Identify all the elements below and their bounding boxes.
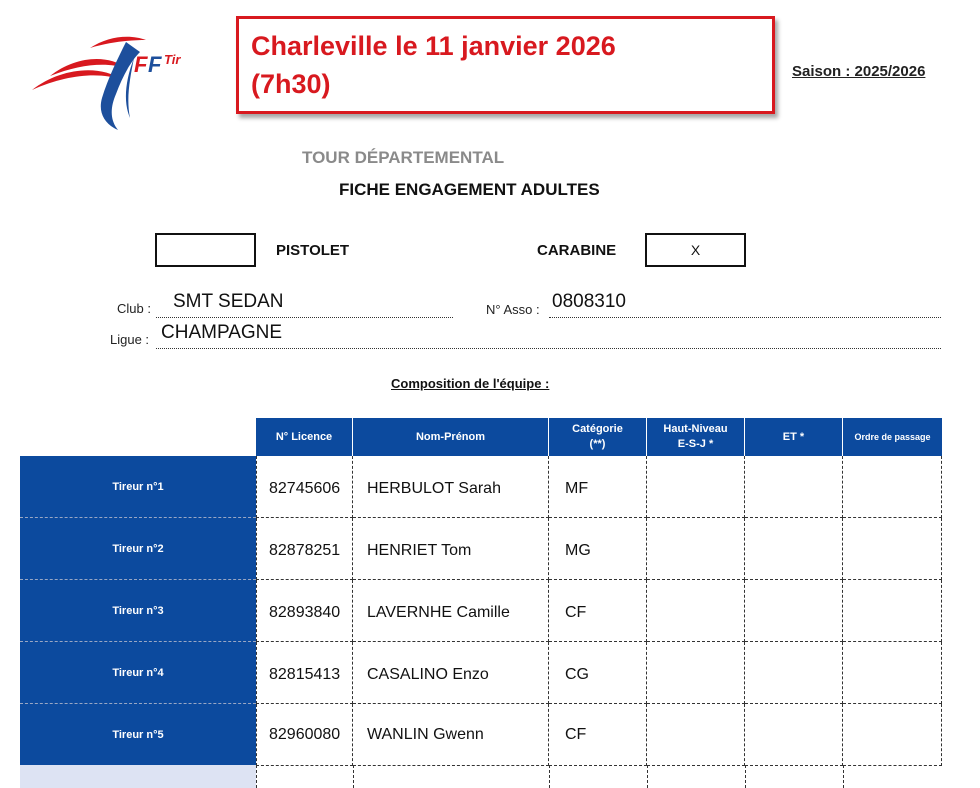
- licence-cell[interactable]: [256, 518, 353, 580]
- row-label-tireur-5: Tireur n°5: [20, 704, 256, 766]
- col-header-name: Nom-Prénom: [353, 418, 549, 456]
- composition-heading: Composition de l'équipe :: [391, 376, 550, 391]
- season-label: Saison : 2025/2026: [792, 63, 926, 80]
- category-cell-text: CF: [565, 604, 587, 621]
- svg-text:F: F: [134, 52, 148, 77]
- name-cell-text: HERBULOT Sarah: [367, 480, 501, 497]
- et-cell[interactable]: [745, 456, 843, 518]
- ordre-cell[interactable]: [843, 580, 942, 642]
- ligue-value[interactable]: CHAMPAGNE: [161, 322, 283, 343]
- haut-niveau-cell[interactable]: [647, 704, 745, 766]
- category-cell-text: CG: [565, 666, 589, 683]
- col-header-haut-niveau: Haut-Niveau E-S-J *: [647, 418, 745, 456]
- table-row-empty: [256, 765, 943, 788]
- haut-niveau-cell[interactable]: [647, 580, 745, 642]
- row-label-empty: [20, 765, 256, 788]
- name-cell[interactable]: [353, 704, 549, 766]
- category-cell[interactable]: [549, 704, 647, 766]
- event-date: Charleville le 11 janvier 2026: [251, 31, 616, 61]
- licence-cell[interactable]: [256, 580, 353, 642]
- row-label-tireur-3: Tireur n°3: [20, 580, 256, 642]
- category-cell[interactable]: [549, 580, 647, 642]
- haut-niveau-cell[interactable]: [647, 518, 745, 580]
- category-cell-text: CF: [565, 726, 587, 743]
- et-cell[interactable]: [745, 580, 843, 642]
- club-label: Club :: [117, 301, 151, 316]
- haut-niveau-cell[interactable]: [647, 456, 745, 518]
- asso-value[interactable]: 0808310: [552, 291, 626, 312]
- col-header-licence: N° Licence: [256, 418, 353, 456]
- licence-cell-text: 82960080: [269, 726, 341, 743]
- row-label-tireur-4: Tireur n°4: [20, 642, 256, 704]
- licence-cell-text: 82893840: [269, 604, 341, 621]
- form-title: FICHE ENGAGEMENT ADULTES: [339, 180, 600, 199]
- ligue-underline: [156, 348, 941, 349]
- col-header-category: Catégorie (**): [549, 418, 647, 456]
- club-value[interactable]: SMT SEDAN: [173, 291, 284, 312]
- tour-title: TOUR DÉPARTEMENTAL: [302, 148, 505, 167]
- event-time: (7h30): [251, 69, 331, 99]
- club-underline: [156, 317, 453, 318]
- name-cell[interactable]: [353, 456, 549, 518]
- ordre-cell[interactable]: [843, 704, 942, 766]
- pistolet-label: PISTOLET: [276, 242, 350, 259]
- licence-cell[interactable]: [256, 456, 353, 518]
- ordre-cell[interactable]: [843, 518, 942, 580]
- category-cell[interactable]: [549, 518, 647, 580]
- ordre-cell[interactable]: [843, 456, 942, 518]
- svg-text:Tir: Tir: [164, 52, 181, 67]
- category-cell[interactable]: [549, 456, 647, 518]
- haut-niveau-cell[interactable]: [647, 642, 745, 704]
- svg-text:F: F: [148, 52, 162, 77]
- licence-cell-text: 82815413: [269, 666, 341, 683]
- et-cell[interactable]: [745, 642, 843, 704]
- carabine-label: CARABINE: [537, 242, 617, 259]
- col-header-et: ET *: [745, 418, 843, 456]
- name-cell-text: HENRIET Tom: [367, 542, 472, 559]
- name-cell-text: LAVERNHE Camille: [367, 604, 510, 621]
- pistolet-checkbox[interactable]: [155, 233, 256, 267]
- row-label-tireur-2: Tireur n°2: [20, 518, 256, 580]
- licence-cell-text: 82878251: [269, 542, 341, 559]
- ordre-cell[interactable]: [843, 642, 942, 704]
- category-cell-text: MG: [565, 542, 591, 559]
- licence-cell[interactable]: [256, 704, 353, 766]
- et-cell[interactable]: [745, 704, 843, 766]
- name-cell[interactable]: [353, 580, 549, 642]
- name-cell[interactable]: [353, 642, 549, 704]
- col-header-ordre: Ordre de passage: [843, 418, 942, 456]
- name-cell[interactable]: [353, 518, 549, 580]
- event-date-box: [236, 16, 775, 114]
- row-label-tireur-1: Tireur n°1: [20, 456, 256, 518]
- carabine-checkbox[interactable]: X: [645, 233, 746, 267]
- category-cell[interactable]: [549, 642, 647, 704]
- name-cell-text: CASALINO Enzo: [367, 666, 489, 683]
- asso-underline: [549, 317, 941, 318]
- category-cell-text: MF: [565, 480, 589, 497]
- name-cell-text: WANLIN Gwenn: [367, 726, 484, 743]
- asso-label: N° Asso :: [486, 302, 540, 317]
- licence-cell-text: 82745606: [269, 480, 341, 497]
- ligue-label: Ligue :: [110, 332, 150, 347]
- fftir-logo: [30, 28, 200, 136]
- licence-cell[interactable]: [256, 642, 353, 704]
- et-cell[interactable]: [745, 518, 843, 580]
